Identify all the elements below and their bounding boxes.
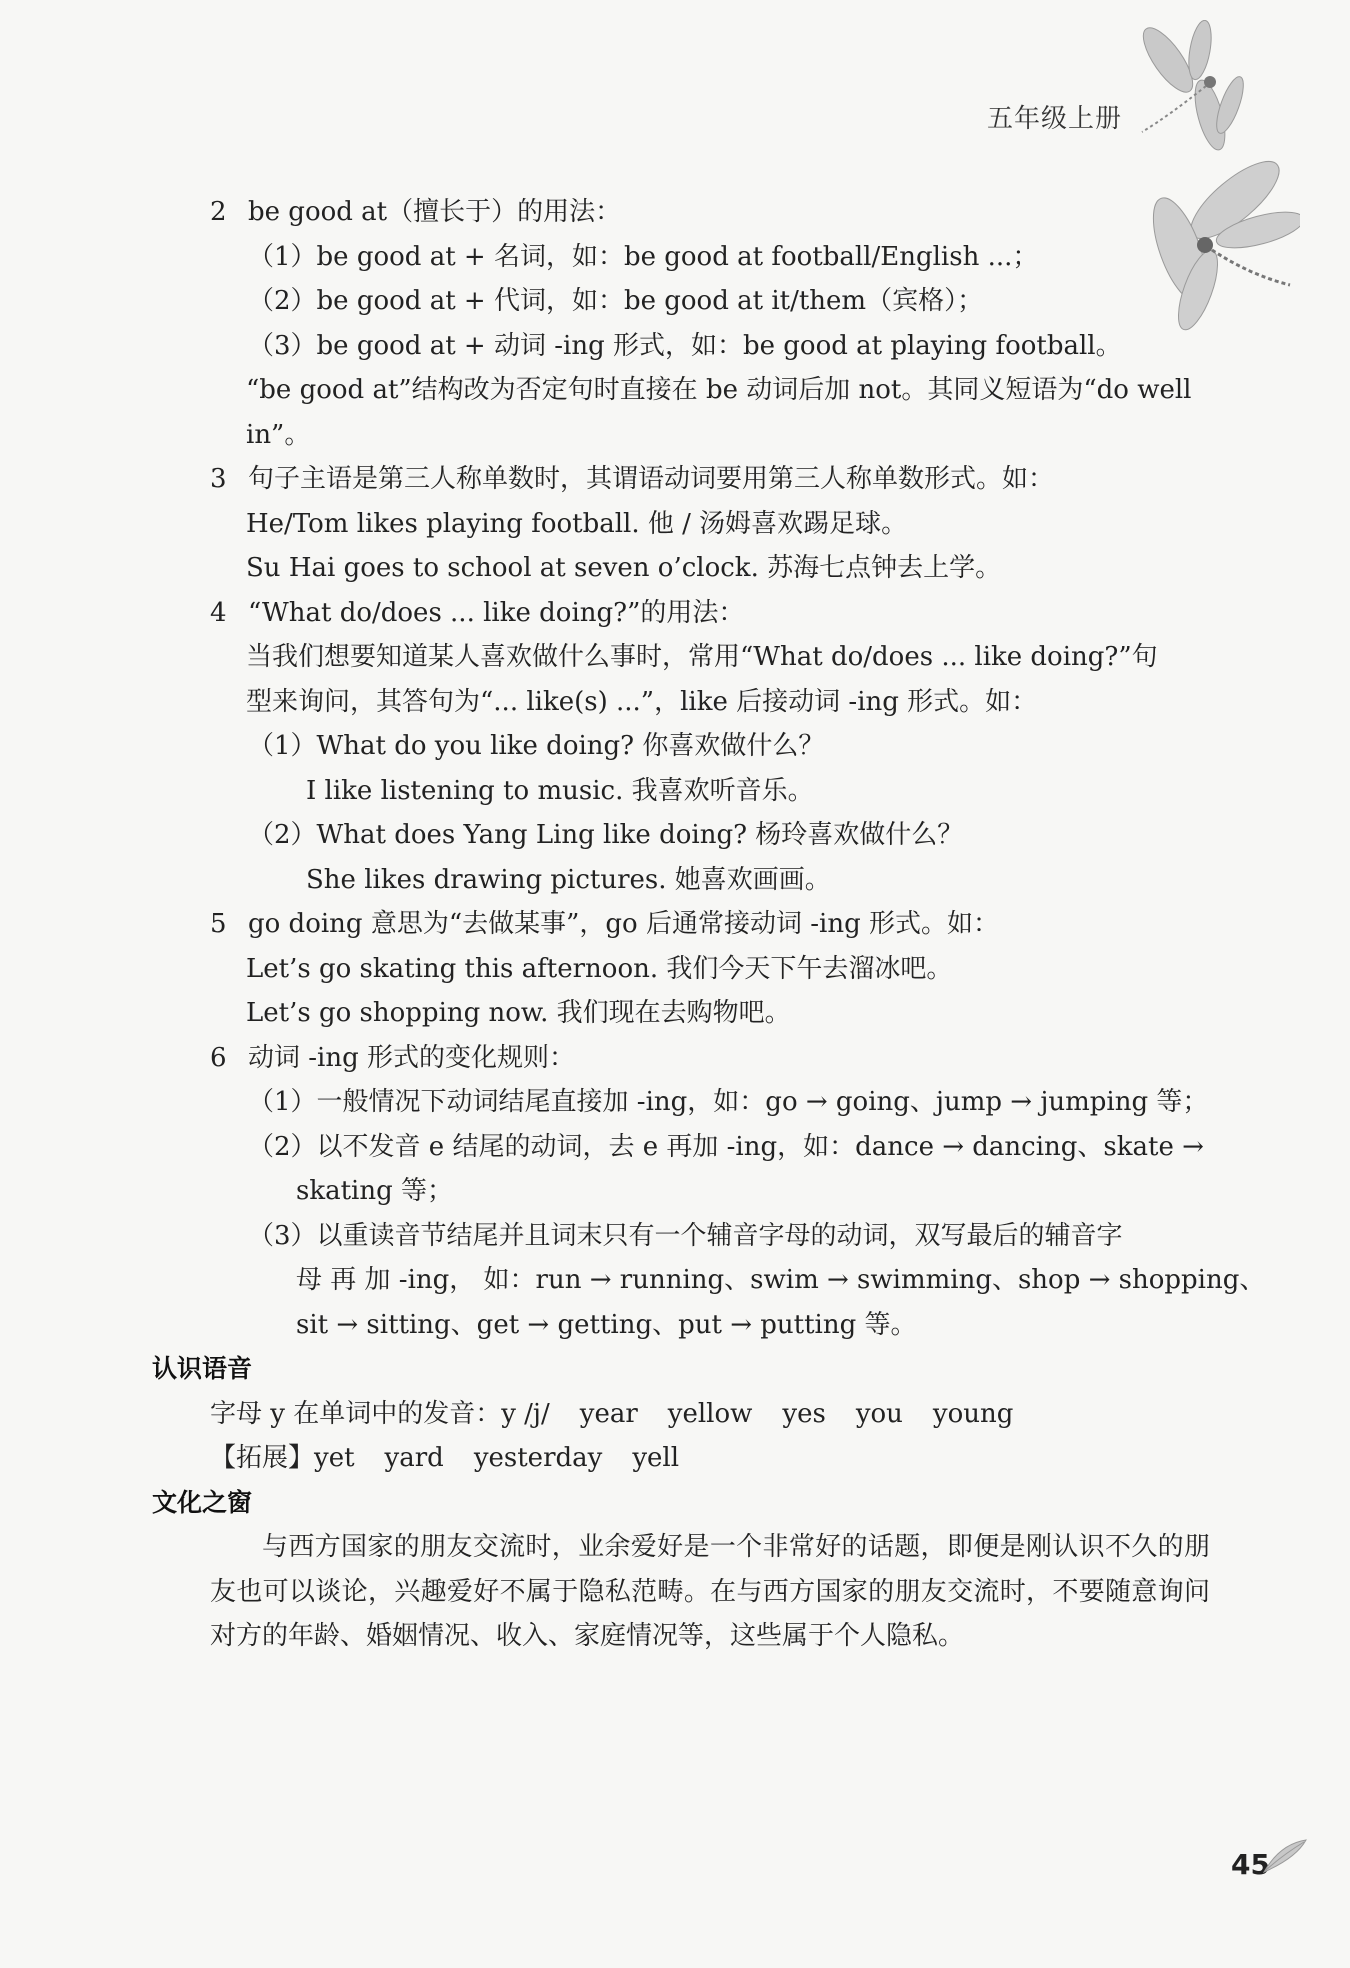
text-line: 母 再 加 -ing， 如：run → running、swim → swimming、shop → shopping、 (296, 1265, 1266, 1295)
extension-word: yet (314, 1443, 355, 1473)
text-line: （3）be good at + 动词 -ing 形式，如：be good at playing football。 (248, 330, 1122, 361)
phonics-word: year (579, 1398, 638, 1429)
text-line: She likes drawing pictures. 她喜欢画画。 (306, 864, 831, 895)
text-line: Let’s go skating this afternoon. 我们今天下午去溜冰吧。 (246, 953, 953, 984)
text-line: （2）be good at + 代词，如：be good at it/them（宾格）； (248, 286, 984, 316)
item-number: 2 (210, 197, 227, 227)
text-line: skating 等； (296, 1176, 454, 1206)
extension-label: 【拓展】 (210, 1443, 315, 1473)
item-2 (210, 190, 1210, 235)
text-line: （2）以不发音 e 结尾的动词，去 e 再加 -ing，如：dance → dancing、skate → (248, 1131, 1204, 1162)
item-number: 5 (210, 909, 227, 939)
text-line: He/Tom likes playing football. 他 / 汤姆喜欢踢足球。 (246, 508, 908, 539)
extension-word: yesterday (473, 1443, 603, 1473)
text-line: Let’s go shopping now. 我们现在去购物吧。 (246, 998, 791, 1028)
text-line: （1）一般情况下动词结尾直接加 -ing，如：go → going、jump → jumping 等； (248, 1087, 1209, 1117)
phonics-extension-line (210, 1436, 1210, 1481)
text-line: （2）What does Yang Ling like doing? 杨玲喜欢做什么？ (248, 820, 964, 850)
section-heading-culture: 文化之窗 (152, 1487, 253, 1517)
page-number: 45 (1231, 1848, 1270, 1881)
text-line: Su Hai goes to school at seven o’clock. 苏海七点钟去上学。 (246, 553, 1002, 583)
page-content (152, 190, 1266, 1659)
section-heading-phonics: 认识语音 (152, 1354, 253, 1383)
phonics-intro: 字母 y 在单词中的发音：y /j/ (210, 1398, 550, 1429)
item-number: 4 (210, 597, 227, 628)
culture-paragraph: 与西方国家的朋友交流时，业余爱好是一个非常好的话题，即便是刚认识不久的朋友也可以谈论，兴趣爱好不属于隐私范畴。在与西方国家的朋友交流时，不要随意询问对方的年龄、婚姻情况、收入、家庭情况等，这些属于个人隐私。 (210, 1532, 1210, 1651)
phonics-intro-line (210, 1392, 1210, 1437)
text-line: （1）What do you like doing? 你喜欢做什么？ (248, 731, 825, 761)
leaf-icon (1260, 1836, 1310, 1876)
item-number: 3 (210, 464, 227, 494)
text-line: 当我们想要知道某人喜欢做什么事时，常用“What do/does ... like doing?”句 (246, 642, 1158, 672)
item-5 (210, 902, 1210, 947)
item-4 (210, 591, 1210, 636)
item-text: “What do/does ... like doing?”的用法： (248, 597, 745, 628)
text-line: “be good at”结构改为否定句时直接在 be 动词后加 not。其同义短语为“do well (246, 375, 1192, 405)
item-text: 句子主语是第三人称单数时，其谓语动词要用第三人称单数形式。如： (248, 464, 1055, 494)
item-number: 6 (210, 1042, 227, 1073)
dragonfly-top-icon (1130, 20, 1250, 160)
phonics-word: young (932, 1398, 1014, 1429)
item-text: be good at（擅长于）的用法： (248, 197, 622, 227)
text-line: sit → sitting、get → getting、put → putting 等。 (296, 1309, 917, 1340)
item-text: go doing 意思为“去做某事”，go 后通常接动词 -ing 形式。如： (248, 909, 999, 939)
text-line: （1）be good at + 名词，如：be good at football/English ...； (248, 241, 1039, 272)
extension-word: yard (384, 1443, 444, 1473)
text-line: 型来询问，其答句为“... like(s) ...”，like 后接动词 -ing 形式。如： (246, 686, 1038, 717)
text-line: in”。 (246, 419, 311, 450)
extension-word: yell (632, 1443, 680, 1473)
phonics-word: yellow (667, 1398, 753, 1429)
text-line: I like listening to music. 我喜欢听音乐。 (306, 775, 814, 806)
page-header-grade: 五年级上册 (986, 104, 1122, 134)
item-3 (210, 457, 1210, 502)
phonics-word: you (855, 1398, 903, 1429)
item-text: 动词 -ing 形式的变化规则： (248, 1042, 576, 1073)
phonics-word: yes (782, 1398, 826, 1429)
item-6 (210, 1036, 1210, 1081)
text-line: （3）以重读音节结尾并且词末只有一个辅音字母的动词，双写最后的辅音字 (248, 1220, 1123, 1251)
